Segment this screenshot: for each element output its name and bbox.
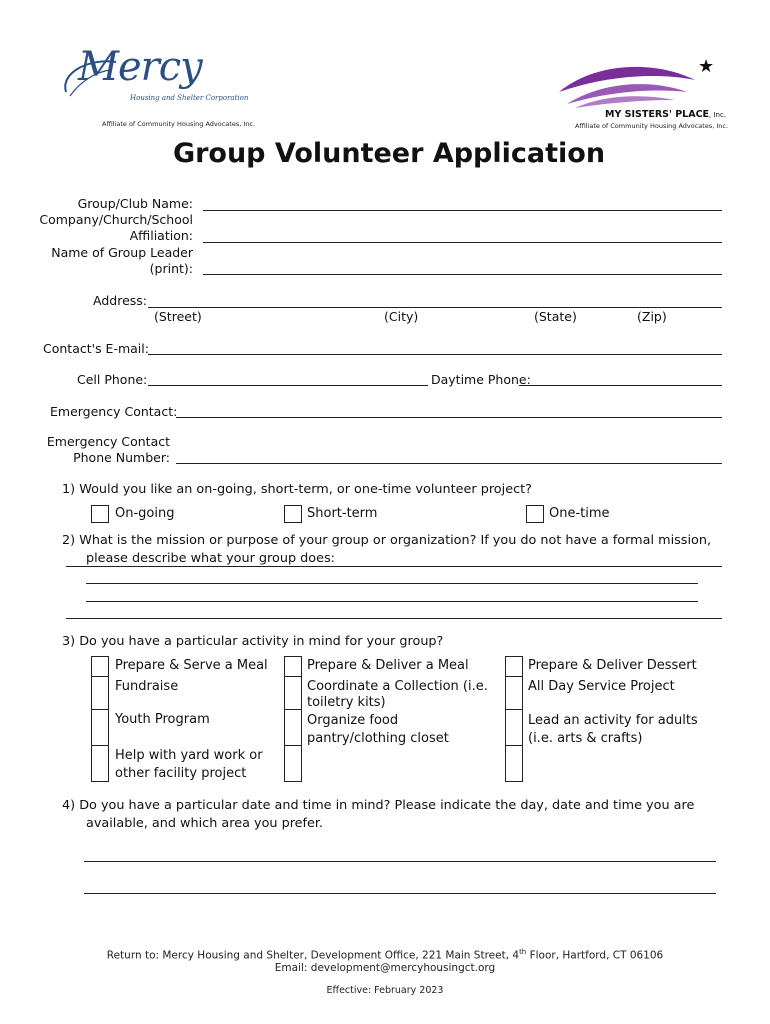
- adult-activity-label-line1: Lead an activity for adults: [528, 713, 698, 728]
- date-answer-line-2[interactable]: [84, 893, 716, 894]
- date-answer-line-1[interactable]: [84, 861, 716, 862]
- mercy-logo-name: Mercy: [78, 44, 202, 90]
- question-4-line2: available, and which area you prefer.: [86, 816, 324, 831]
- msp-logo: [555, 56, 729, 134]
- footer-effective: Effective: February 2023: [326, 985, 444, 996]
- adult-activity-label-line2: (i.e. arts & crafts): [528, 731, 643, 746]
- food-pantry-label-line2: pantry/clothing closet: [307, 731, 449, 746]
- footer-email: Email: development@mercyhousingct.org: [274, 962, 496, 974]
- affiliation-label-line2: Affiliation:: [129, 228, 193, 243]
- food-pantry-checkbox[interactable]: [285, 710, 301, 746]
- fundraise-label: Fundraise: [115, 679, 179, 694]
- collection-label-line2: toiletry kits): [307, 695, 386, 710]
- mission-answer-line-2[interactable]: [86, 583, 698, 584]
- page-title: Group Volunteer Application: [172, 138, 606, 169]
- footer-return-address: [0, 948, 770, 962]
- col2-empty-checkbox[interactable]: [285, 746, 301, 782]
- yard-work-label-line2: other facility project: [115, 766, 247, 781]
- daytime-phone-label: Daytime Phone:: [431, 372, 531, 387]
- msp-logo-name-wrap: [605, 105, 726, 120]
- emergency-phone-label-line2: Phone Number:: [73, 450, 170, 465]
- star-icon: ★: [698, 56, 715, 77]
- zip-caption: (Zip): [637, 309, 667, 324]
- collection-checkbox[interactable]: [285, 677, 301, 710]
- cell-phone-label: Cell Phone:: [77, 372, 148, 387]
- youth-program-checkbox[interactable]: [92, 710, 108, 746]
- adult-activity-checkbox[interactable]: [506, 710, 522, 746]
- affiliation-label-line1: Company/Church/School: [39, 212, 193, 227]
- mercy-logo: [60, 44, 256, 134]
- collection-label-line1: Coordinate a Collection (i.e.: [307, 679, 488, 694]
- ongoing-label: On-going: [115, 506, 175, 521]
- leader-line[interactable]: [203, 274, 722, 275]
- deliver-meal-checkbox[interactable]: [285, 657, 301, 677]
- affiliation-line[interactable]: [203, 242, 722, 243]
- question-2-line2: please describe what your group does:: [86, 551, 335, 566]
- short-term-label: Short-term: [307, 506, 378, 521]
- one-time-label: One-time: [549, 506, 610, 521]
- deliver-dessert-label: Prepare & Deliver Dessert: [528, 658, 697, 673]
- mercy-logo-subtitle: Housing and Shelter Corporation: [130, 94, 249, 102]
- col3-empty-checkbox[interactable]: [506, 746, 522, 782]
- ongoing-checkbox[interactable]: [91, 505, 109, 523]
- mission-answer-line-1[interactable]: [66, 566, 722, 567]
- mercy-logo-affiliate: Affiliate of Community Housing Advocates, Inc.: [102, 120, 256, 128]
- activity-col3-checkboxes: [505, 656, 523, 782]
- activity-col2-checkboxes: [284, 656, 302, 782]
- state-caption: (State): [534, 309, 577, 324]
- msp-logo-name: MY SISTERS' PLACE: [605, 109, 710, 120]
- leader-label-line1: Name of Group Leader: [51, 245, 193, 260]
- footer-return-post: Floor, Hartford, CT 06106: [526, 949, 664, 962]
- question-2-line1: 2) What is the mission or purpose of your group or organization? If you do not have a formal mission,: [62, 533, 712, 548]
- emergency-phone-line[interactable]: [176, 463, 722, 464]
- question-3: 3) Do you have a particular activity in mind for your group?: [62, 634, 444, 649]
- serve-meal-label: Prepare & Serve a Meal: [115, 658, 268, 673]
- one-time-checkbox[interactable]: [526, 505, 544, 523]
- question-4-line1: 4) Do you have a particular date and time in mind? Please indicate the day, date and time you are: [62, 798, 695, 813]
- address-line[interactable]: [148, 307, 722, 308]
- emergency-phone-label-line1: Emergency Contact: [46, 434, 170, 449]
- deliver-meal-label: Prepare & Deliver a Meal: [307, 658, 469, 673]
- msp-logo-affiliate: Affiliate of Community Housing Advocates, Inc.: [575, 122, 729, 130]
- emergency-contact-label: Emergency Contact:: [50, 404, 178, 419]
- footer-return-pre: Return to: Mercy Housing and Shelter, Development Office, 221 Main Street, 4: [106, 949, 520, 962]
- deliver-dessert-checkbox[interactable]: [506, 657, 522, 677]
- city-caption: (City): [384, 309, 419, 324]
- cell-phone-line[interactable]: [148, 385, 428, 386]
- food-pantry-label-line1: Organize food: [307, 713, 399, 728]
- activity-col1-checkboxes: [91, 656, 109, 782]
- serve-meal-checkbox[interactable]: [92, 657, 108, 677]
- email-label: Contact's E-mail:: [43, 341, 149, 356]
- msp-logo-inc: , Inc.: [709, 111, 727, 119]
- short-term-checkbox[interactable]: [284, 505, 302, 523]
- mission-answer-line-4[interactable]: [66, 618, 722, 619]
- emergency-contact-line[interactable]: [176, 417, 722, 418]
- group-name-line[interactable]: [203, 210, 722, 211]
- question-1: 1) Would you like an on-going, short-term, or one-time volunteer project?: [62, 482, 532, 497]
- all-day-checkbox[interactable]: [506, 677, 522, 710]
- fundraise-checkbox[interactable]: [92, 677, 108, 710]
- email-line[interactable]: [148, 354, 722, 355]
- leader-label-line2: (print):: [149, 261, 193, 276]
- yard-work-label-line1: Help with yard work or: [115, 748, 263, 763]
- group-name-label: Group/Club Name:: [77, 196, 193, 211]
- all-day-label: All Day Service Project: [528, 679, 675, 694]
- address-label: Address:: [93, 293, 147, 308]
- youth-program-label: Youth Program: [115, 712, 210, 727]
- daytime-phone-line[interactable]: [519, 385, 722, 386]
- yard-work-checkbox[interactable]: [92, 746, 108, 782]
- street-caption: (Street): [154, 309, 202, 324]
- footer-return-sup: th: [519, 948, 527, 956]
- mission-answer-line-3[interactable]: [86, 601, 698, 602]
